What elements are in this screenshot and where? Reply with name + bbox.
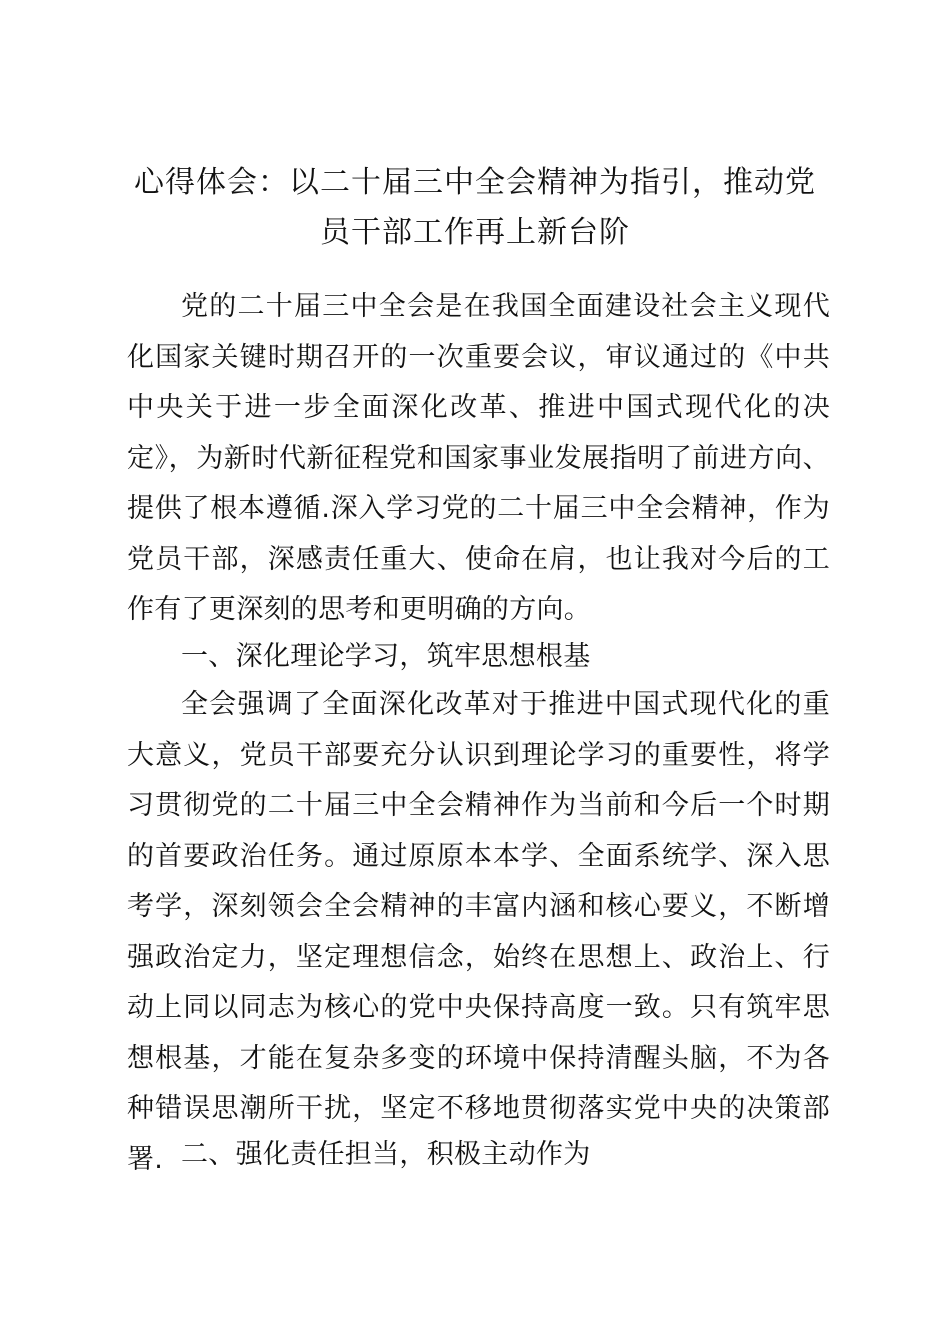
paragraph-intro: 党的二十届三中全会是在我国全面建设社会主义现代化国家关键时期召开的一次重要会议，审议通过的《中共中央关于进一步全面深化改革、推进中国式现代化的决定》，为新时代新征程党和国家事业发展指明了前进方向、提供了根本遵循.深入学习党的二十届三中全会精神，作为党员干部，深感责任重大、使命在肩，也让我对今后的工作有了更深刻的思考和更明确的方向。 — [127, 291, 830, 625]
paragraph-section-1: 全会强调了全面深化改革对于推进中国式现代化的重大意义，党员干部要充分认识到理论学习的重要性，将学习贯彻党的二十届三中全会精神作为当前和今后一个时期的首要政治任务。通过原原本本学、全面系统学、深入思考学，深刻领会全会精神的丰富内涵和核心要义，不断增强政治定力，坚定理想信念，始终在思想上、政治上、行动上同以同志为核心的党中央保持高度一致。只有筑牢思想根基，才能在复杂多变的环境中保持清醒头脑，不为各种错误思潮所干扰，坚定不移地贯彻落实党中央的决策部署. — [127, 689, 830, 1175]
section-heading-2: 二、强化责任担当，积极主动作为 — [181, 1139, 591, 1170]
document-title: 心得体会：以二十届三中全会精神为指引，推动党员干部工作再上新台阶 — [134, 165, 816, 250]
section-heading-1: 一、深化理论学习，筑牢思想根基 — [181, 641, 591, 672]
